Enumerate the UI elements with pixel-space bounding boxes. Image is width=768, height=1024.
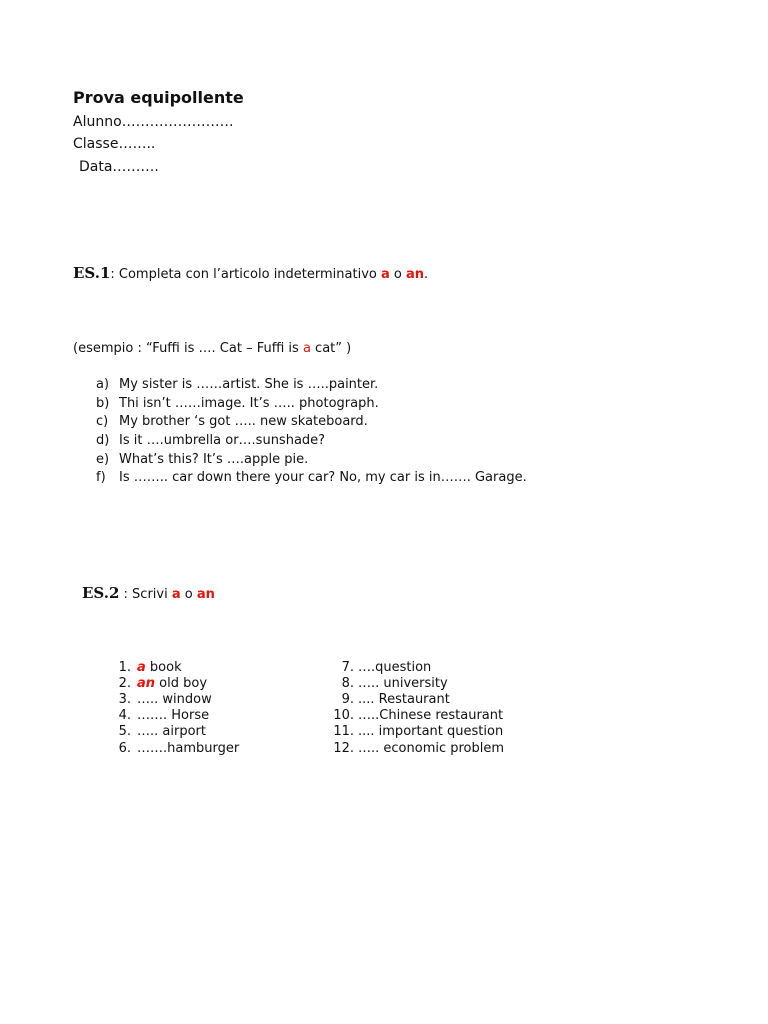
es2-option-a: a: [171, 587, 181, 602]
es1-item-text: My brother ‘s got ….. new skateboard.: [119, 414, 368, 429]
es1-item-letter: c): [96, 414, 109, 429]
es1-item-a: [96, 377, 378, 392]
es2-item-num: 3.: [118, 692, 131, 707]
es1-item-text: Is …….. car down there your car? No, my car is in……. Garage.: [119, 470, 527, 485]
es2-item-num: 2.: [118, 676, 131, 691]
es2-item-2: [113, 676, 207, 691]
es2-item-text: ….. airport: [137, 724, 206, 739]
es2-item-num: 10.: [333, 708, 354, 723]
es1-item-letter: a): [96, 377, 110, 392]
es2-item-8: [332, 676, 448, 691]
es2-item-text: .... important question: [358, 724, 504, 739]
es2-item-num: 5.: [118, 724, 131, 739]
es2-item-text: ….. window: [137, 692, 212, 707]
es1-heading: [73, 264, 428, 282]
es1-item-f: [96, 470, 527, 485]
es1-example: [73, 341, 351, 356]
es1-item-letter: b): [96, 396, 110, 411]
es2-item-text: old boy: [159, 676, 208, 691]
es2-item-10: [332, 708, 503, 723]
es2-item-text: ….question: [358, 660, 432, 675]
es2-item-text: ….. university: [358, 676, 448, 691]
es2-label: ES.2: [82, 584, 120, 602]
es2-item-text: ….. economic problem: [358, 741, 505, 756]
es2-item-6: [113, 741, 239, 756]
es1-item-b: [96, 396, 379, 411]
es2-item-num: 11.: [333, 724, 354, 739]
es2-item-4: [113, 708, 209, 723]
es1-item-text: Is it ….umbrella or….sunshade?: [119, 433, 326, 448]
es1-option-a: a: [380, 267, 390, 282]
es1-item-text: My sister is ……artist. She is …..painter.: [119, 377, 379, 392]
es2-item-num: 9.: [341, 692, 354, 707]
es2-item-11: [332, 724, 503, 739]
es2-item-num: 12.: [333, 741, 354, 756]
es2-item-7: [332, 660, 431, 675]
es1-example-prefix: (esempio : “Fuffi is …. Cat – Fuffi is: [73, 341, 299, 356]
es2-item-9: [332, 692, 450, 707]
es2-item-3: [113, 692, 212, 707]
es1-end-punct: .: [424, 267, 429, 282]
es1-connector: o: [393, 267, 402, 282]
es2-item-text: book: [149, 660, 182, 675]
class-field: Classe……..: [73, 136, 156, 152]
page-title: Prova equipollente: [73, 88, 244, 107]
es2-item-num: 4.: [118, 708, 131, 723]
es2-instruction: : Scrivi: [123, 587, 168, 602]
es2-item-12: [332, 741, 504, 756]
es1-example-a: a: [302, 341, 311, 356]
es2-item-text: .... Restaurant: [358, 692, 450, 707]
es2-item-article: a: [137, 660, 146, 675]
es2-item-num: 8.: [341, 676, 354, 691]
es1-item-d: [96, 433, 325, 448]
es2-item-num: 7.: [341, 660, 354, 675]
es2-item-text: …..Chinese restaurant: [358, 708, 504, 723]
es1-item-c: [96, 414, 368, 429]
es1-item-text: Thi isn’t ……image. It’s ….. photograph.: [119, 396, 379, 411]
es2-item-article: an: [137, 676, 156, 691]
es2-item-text: …….hamburger: [137, 741, 240, 756]
es1-item-letter: e): [96, 452, 110, 467]
es1-label: ES.1: [73, 264, 111, 282]
es1-instruction: : Completa con l’articolo indeterminativo: [110, 267, 377, 282]
es1-item-letter: d): [96, 433, 110, 448]
es2-heading: [82, 584, 215, 602]
es1-example-suffix: cat” ): [315, 341, 352, 356]
es2-item-5: [113, 724, 206, 739]
es1-item-text: What’s this? It’s ….apple pie.: [119, 452, 309, 467]
es2-item-text: ……. Horse: [137, 708, 210, 723]
es1-item-letter: f): [96, 470, 106, 485]
es1-option-an: an: [406, 267, 425, 282]
es1-item-e: [96, 452, 308, 467]
es2-option-an: an: [196, 587, 215, 602]
student-name-field: Alunno……………………: [73, 114, 234, 130]
es2-item-num: 6.: [118, 741, 131, 756]
es2-connector: o: [184, 587, 193, 602]
es2-item-num: 1.: [118, 660, 131, 675]
es2-item-1: [113, 660, 182, 675]
date-field: Data……….: [79, 159, 159, 175]
